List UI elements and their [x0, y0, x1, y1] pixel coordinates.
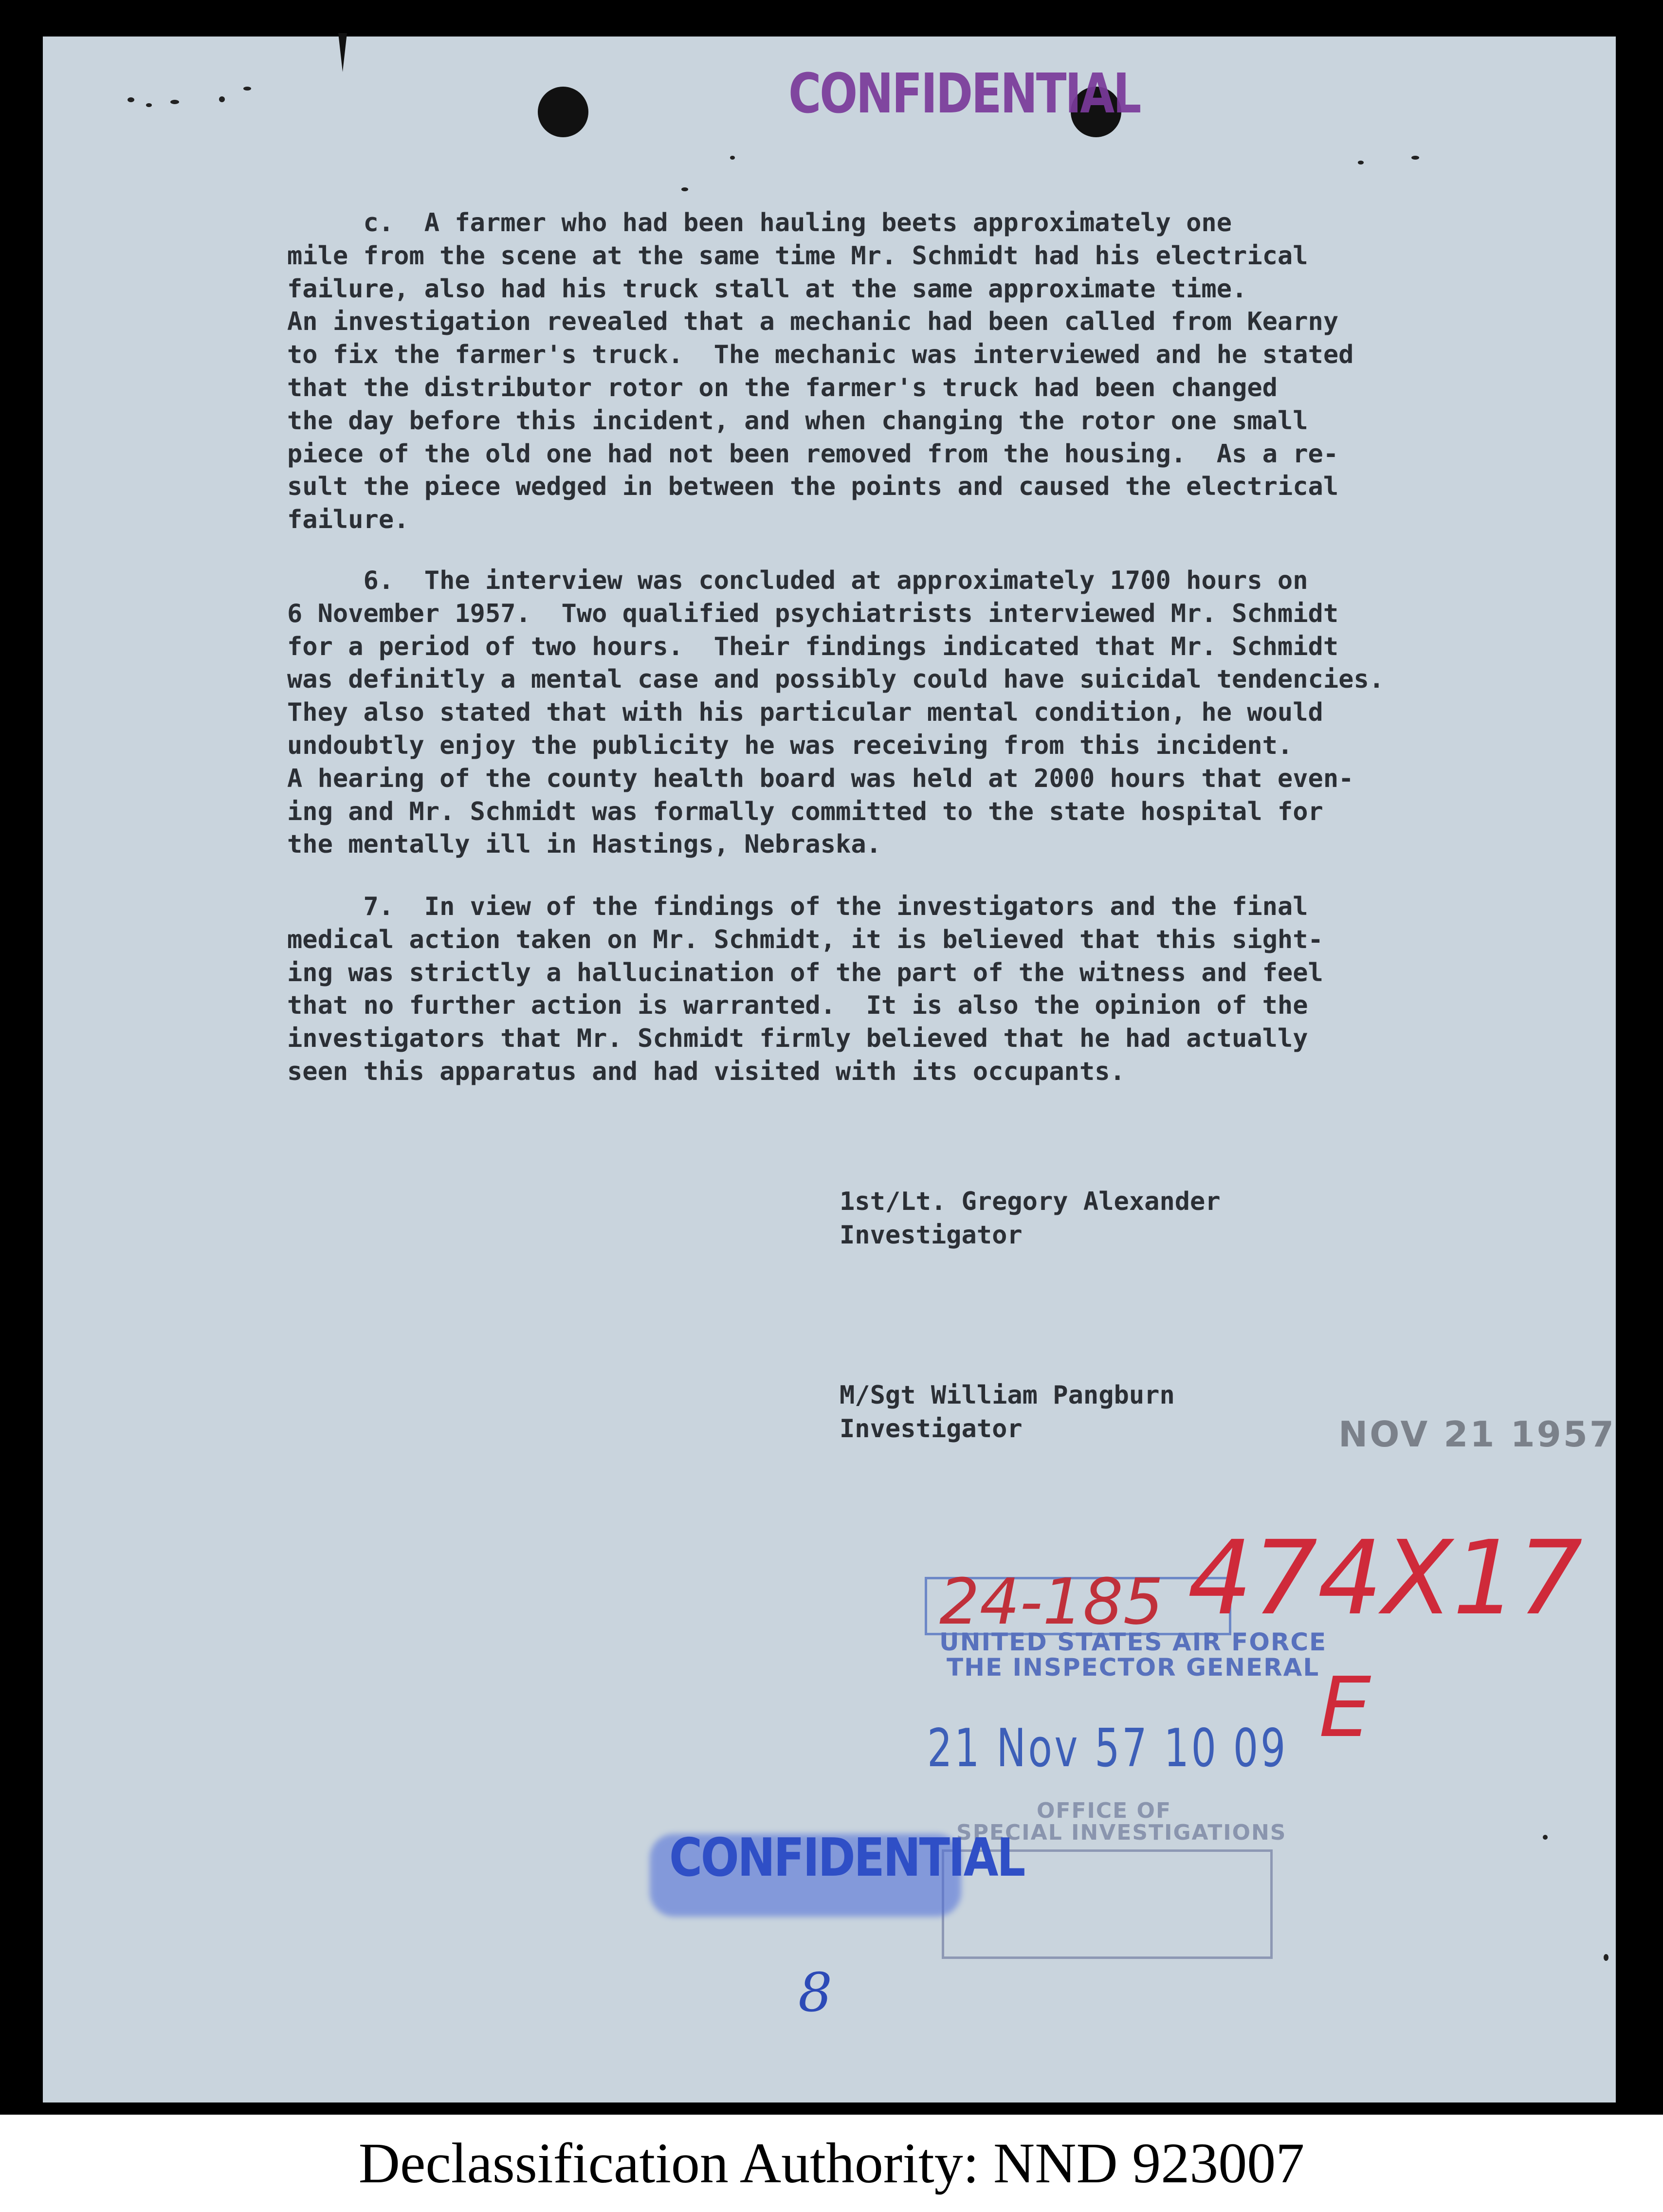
declassification-authority: Declassification Authority: NND 923007 [0, 2115, 1663, 2212]
page-notch [338, 33, 347, 72]
speck [1543, 1835, 1548, 1840]
inspector-general-number: 24-185 [939, 1565, 1164, 1639]
speck [1358, 161, 1364, 165]
speck [146, 103, 152, 107]
paragraph-7: 7. In view of the findings of the investigators and the final medical action taken on Mr. Schmidt, it is believed that this sight- ing was strictly a hallucination of the part of the witness and feel that no further action is warranted. It is also the opinion of the investigators that Mr. Schmidt firmly believed that he had actually seen this apparatus and had visited with its occupants. [287, 892, 1323, 1086]
osi-stamp-line-2: SPECIAL INVESTIGATIONS [956, 1820, 1287, 1845]
signature-alexander-title: Investigator [840, 1221, 1023, 1250]
signature-alexander-name: 1st/Lt. Gregory Alexander [840, 1187, 1221, 1216]
inspector-general-line-2: THE INSPECTOR GENERAL [947, 1653, 1320, 1682]
handwritten-red-letter: E [1319, 1660, 1371, 1756]
confidential-stamp-bottom: CONFIDENTIAL [669, 1828, 1024, 1888]
speck [243, 87, 251, 91]
punch-hole-left [538, 87, 588, 137]
speck [681, 187, 688, 191]
inspector-general-time: 21 Nov 57 10 09 [927, 1718, 1288, 1779]
signature-pangburn-title: Investigator [840, 1414, 1023, 1444]
signature-pangburn-name: M/Sgt William Pangburn [840, 1381, 1175, 1410]
speck [1411, 156, 1419, 160]
confidential-stamp-top: CONFIDENTIAL [788, 62, 1140, 126]
speck [730, 156, 735, 160]
speck [170, 100, 179, 104]
osi-stamp-line-1: OFFICE OF [1037, 1798, 1172, 1823]
speck [219, 96, 225, 102]
speck [1604, 1954, 1608, 1961]
paragraph-6: 6. The interview was concluded at approximately 1700 hours on 6 November 1957. Two qualified psychiatrists interviewed Mr. Schmidt for a period of two hours. Their findings indicated that Mr. Schmidt was definitly a mental case and possibly could have suicidal tendencies. They also stated that with his particular mental condition, he would undoubtly enjoy the publicity he was receiving from this incident. A hearing of the county health board was held at 2000 hours that even- ing and Mr. Schmidt was formally committed to the state hospital for the mentally ill in Hastings, Nebraska. [287, 566, 1385, 859]
speck [128, 97, 134, 102]
date-received-stamp: NOV 21 1957 [1338, 1414, 1616, 1455]
paragraph-c: c. A farmer who had been hauling beets approximately one mile from the scene at the same time Mr. Schmidt had his electrical failure, also had his truck stall at the same approximate time. An investigation revealed that a mechanic had been called from Kearny to fix the farmer's truck. The mechanic was interviewed and he stated that the distributor rotor on the farmer's truck had been changed the day before this incident, and when changing the rotor one small piece of the old one had not been removed from the housing. As a re- sult the piece wedged in between the points and caused the electrical failure. [287, 208, 1354, 535]
inspector-general-line-1: UNITED STATES AIR FORCE [939, 1628, 1327, 1656]
handwritten-page-number: 8 [798, 1961, 832, 2024]
handwritten-red-number: 474X17 [1188, 1518, 1583, 1638]
